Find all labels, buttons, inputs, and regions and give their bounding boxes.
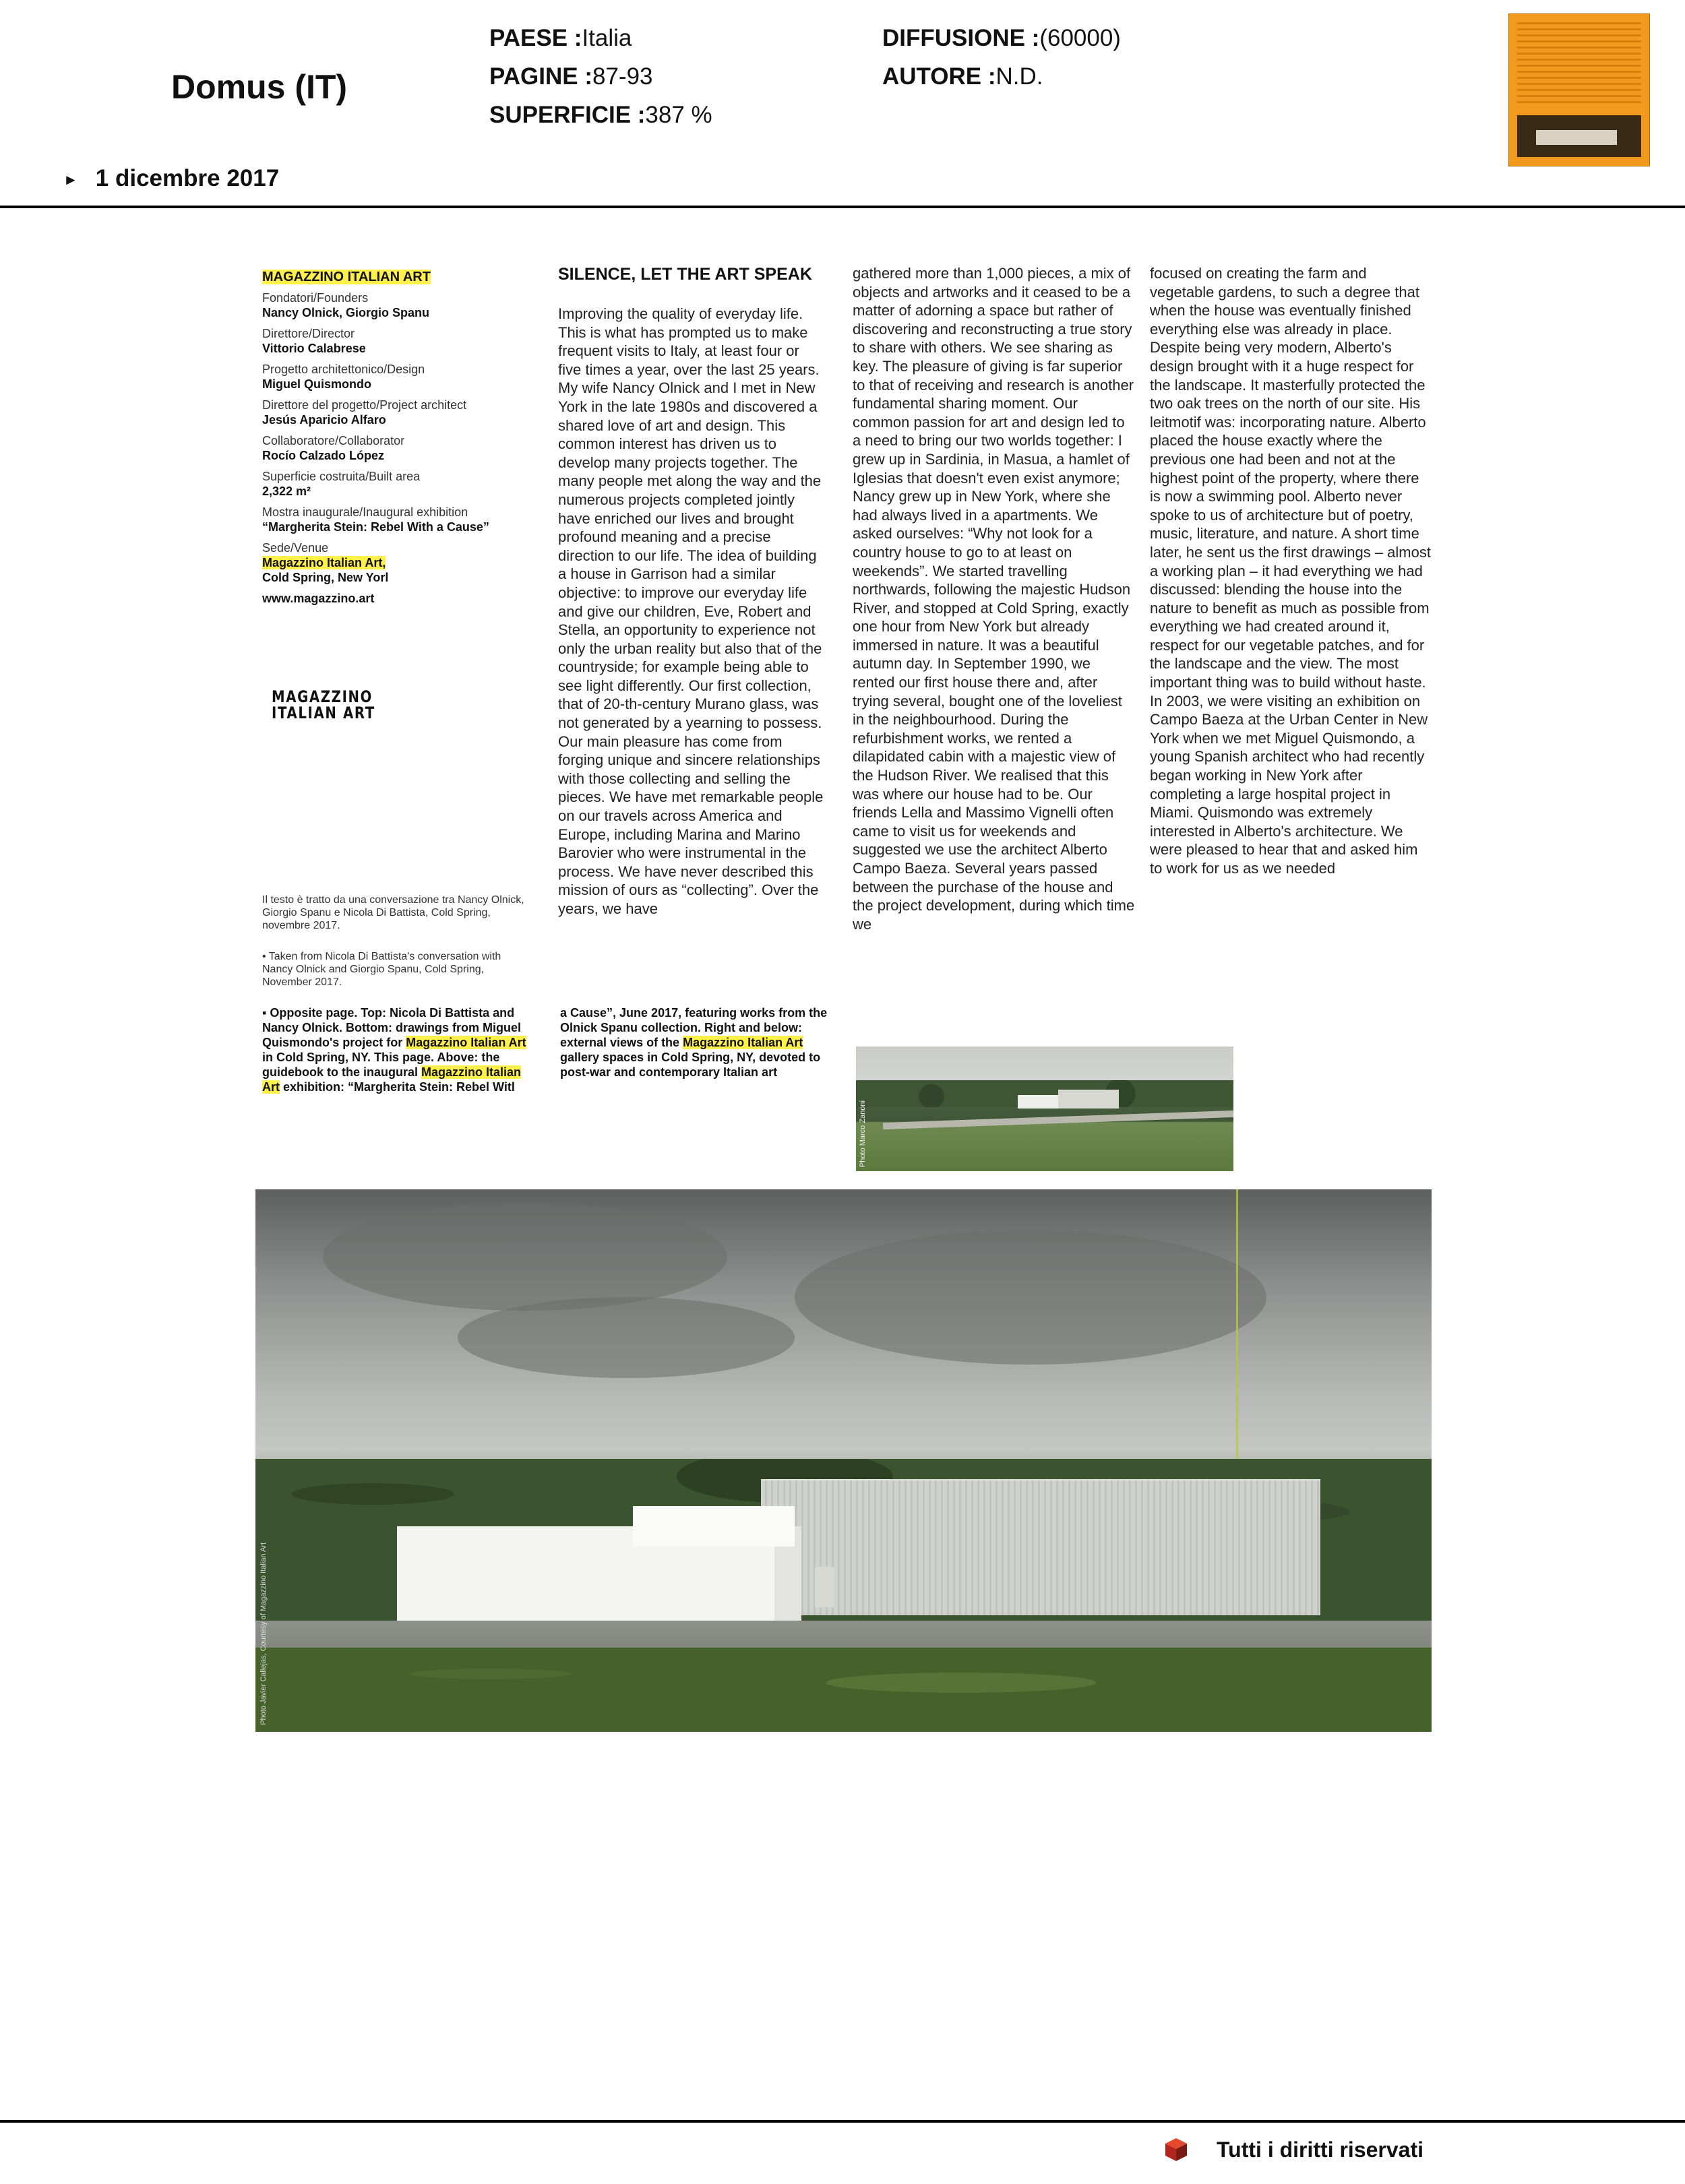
meta-left-block <box>489 19 712 134</box>
autore-label: AUTORE : <box>882 63 996 90</box>
meta-diffusione <box>882 19 1121 57</box>
footer-divider <box>0 2120 1685 2123</box>
meta-paese <box>489 19 712 57</box>
gallery-exterior-photo-large <box>255 1189 1432 1732</box>
photo-cloud <box>458 1297 795 1378</box>
superficie-value: 387 % <box>645 102 712 128</box>
meta-pagine <box>489 57 712 96</box>
diffusione-label: DIFFUSIONE : <box>882 25 1040 51</box>
note-english: • Taken from Nicola Di Battista's conversation with Nancy Olnick and Giorgio Spanu, Cold Spring, November 2017. <box>262 951 501 988</box>
superficie-label: SUPERFICIE : <box>489 102 646 128</box>
article-column-3: focused on creating the farm and vegetable gardens, to such a degree that when the house was eventually finished everything else was already in place. Despite being very modern, Alberto's design brought with it a huge respect for the landscape. It masterfully protected the two oak trees on the north of our site. His leitmotif was: incorporating nature. Alberto placed the house exactly where the previous one had been and not at the highest point of the property, where there is now a swimming pool. Alberto never spoke to us of architecture but of poetry, music, literature, and nature. A short time later, he sent us the first drawings – almost a working plan – it had everything we had discussed: blending the house into the nature to benefit as much as possible from everything we had created around it, respect for our vegetable patches, and for the landscape and the view. The most important thing was to build without haste. In 2003, we were visiting an exhibition on Campo Baeza at the Urban Center in New York when we met Miguel Quismondo, a young Spanish architect who had recently began working in New York after completing a large hospital project in Miami. Quismondo was extremely interested in Alberto's architecture. We were pleased to hear that and asked him to work for us as we needed <box>1150 265 1431 877</box>
credit-project-architect: Direttore del progetto/Project architect Jesús Aparicio Alfaro <box>262 398 467 427</box>
rights-notice: Tutti i diritti riservati <box>1217 2138 1423 2162</box>
credit-collaborator: Collaboratore/Collaborator Rocío Calzado López <box>262 434 405 462</box>
page-thumbnail[interactable] <box>1508 13 1650 166</box>
photo-cloud <box>795 1230 1266 1365</box>
gallery-exterior-photo-small <box>856 1047 1233 1171</box>
photo-foreground-vegetation <box>255 1648 1432 1732</box>
photo-credit-large: Photo Javier Callejas, Courtesy of Magazzino Italian Art <box>259 1542 268 1725</box>
article-column-1: Improving the quality of everyday life. This is what has prompted us to make frequent visits to Italy, at least four or five times a year, over the last 25 years. My wife Nancy Olnick and I met in New York in the late 1980s and discovered a shared love of art and design. This common interest has driven us to develop many projects together. The many people met along the way and the numerous projects completed jointly have enriched our lives and brought profound meaning and a precise direction to our life. The idea of building a house in Garrison had a similar objective: to improve our everyday life and give our children, Eve, Robert and Stella, an opportunity to experience not only the urban reality but also that of the countryside; for example being able to see light differently. Our first collection, that of 20-th-century Murano glass, was not generated by a yearning to possess. Our main pleasure has come from forging unique and sincere relationships with those collecting and selling the pieces. We have met remarkable people on our travels across America and Europe, including Marina and Marino Barovier who were instrumental in the process. We have never described this mission of ours as “collecting”. Over the years, we have <box>558 305 824 917</box>
meta-autore <box>882 57 1121 96</box>
date-row <box>63 165 279 192</box>
credit-design: Progetto architettonico/Design Miguel Quismondo <box>262 363 425 391</box>
article-column-2: gathered more than 1,000 pieces, a mix of objects and artworks and it ceased to be a matter of adorning a space but rather of discovering and reconstructing a true story to share with others. We see sharing as key. The pleasure of giving is far superior to that of receiving and research is another fundamental sharing moment. Our common passion for art and design led to a need to bring our two worlds together: I grew up in Sardinia, in Masua, a hamlet of Iglesias that doesn't even exist anymore; Nancy grew up in New York, where she had always lived in a apartments. We asked ourselves: “Why not look for a country house to go to at least on weekends”. We started travelling northwards, following the majestic Hudson River, and stopped at Cold Spring, exactly one hour from New York but already immersed in nature. It was a beautiful autumn day. In September 1990, we rented our first house there and, after trying several, bought one of the loveliest in the neighbourhood. During the refurbishment works, we rented a dilapidated cabin with a majestic view of the Hudson River. We realised that this was where our house had to be. Our friends Lella and Massimo Vignelli often came to visit us for weekends and suggested we use the architect Alberto Campo Baeza. Several years passed between the purchase of the house and the project development, during which time we <box>853 265 1135 933</box>
meta-right-block <box>882 19 1121 96</box>
photo-building-right <box>1058 1090 1119 1109</box>
website-link[interactable]: www.magazzino.art <box>262 592 375 605</box>
credits-brand: MAGAZZINO ITALIAN ART <box>262 270 431 284</box>
venue-city: Cold Spring, New Yorl <box>262 571 389 584</box>
photo-pole <box>1236 1189 1238 1486</box>
arrow-right-icon: ► <box>63 170 78 188</box>
article-heading: SILENCE, LET THE ART SPEAK <box>558 265 812 284</box>
paese-value: Italia <box>582 25 632 51</box>
meta-superficie <box>489 96 712 134</box>
header-divider <box>0 206 1685 208</box>
credit-venue: Sede/Venue Magazzino Italian Art, Cold Spring, New Yorl <box>262 540 532 585</box>
photo-white-building-upper <box>633 1506 795 1547</box>
paese-label: PAESE : <box>489 25 582 51</box>
photo-credit-small: Photo Marco Zanoni <box>859 1100 867 1167</box>
thumbnail-building <box>1536 130 1617 145</box>
photo-path <box>883 1111 1233 1129</box>
note-italian: Il testo è tratto da una conversazione tra Nancy Olnick, Giorgio Spanu e Nicola Di Battista, Cold Spring, novembre 2017. <box>262 894 524 931</box>
project-credits <box>262 270 532 606</box>
autore-value: N.D. <box>995 63 1043 90</box>
photo-glass-building <box>761 1479 1320 1615</box>
credit-built-area: Superficie costruita/Built area 2,322 m² <box>262 470 421 498</box>
credit-founders: Fondatori/Founders Nancy Olnick, Giorgio Spanu <box>262 291 430 319</box>
caption-middle: a Cause”, June 2017, featuring works from the Olnick Spanu collection. Right and below: external views of the Magazzino Italian Art gallery spaces in Cold Spring, NY, devoted to post-war and contemporary Italian art <box>560 1006 828 1079</box>
publication-date: 1 dicembre 2017 <box>95 165 280 191</box>
pagine-label: PAGINE : <box>489 63 592 90</box>
diffusione-value: (60000) <box>1039 25 1121 51</box>
credit-director: Direttore/Director Vittorio Calabrese <box>262 327 366 355</box>
pagine-value: 87-93 <box>592 63 653 90</box>
magazzino-logo: MAGAZZINO ITALIAN ART <box>272 687 375 722</box>
credit-exhibition: Mostra inaugurale/Inaugural exhibition “Margherita Stein: Rebel With a Cause” <box>262 505 489 534</box>
caption-left: ▪ Opposite page. Top: Nicola Di Battista and Nancy Olnick. Bottom: drawings from Miguel Quismondo's project for Magazzino Italian Art in Cold Spring, NY. This page. Above: the guidebook to the inaugural Magazzino Italian Art exhibition: “Margherita Stein: Rebel Witl <box>262 1006 526 1094</box>
thumbnail-text-lines <box>1517 22 1641 103</box>
cube-logo-icon <box>1163 2137 1189 2162</box>
photo-building-door <box>815 1567 834 1607</box>
venue-name: Magazzino Italian Art, <box>262 556 386 569</box>
source-title: Domus (IT) <box>171 68 348 106</box>
photo-cloud <box>323 1203 727 1311</box>
